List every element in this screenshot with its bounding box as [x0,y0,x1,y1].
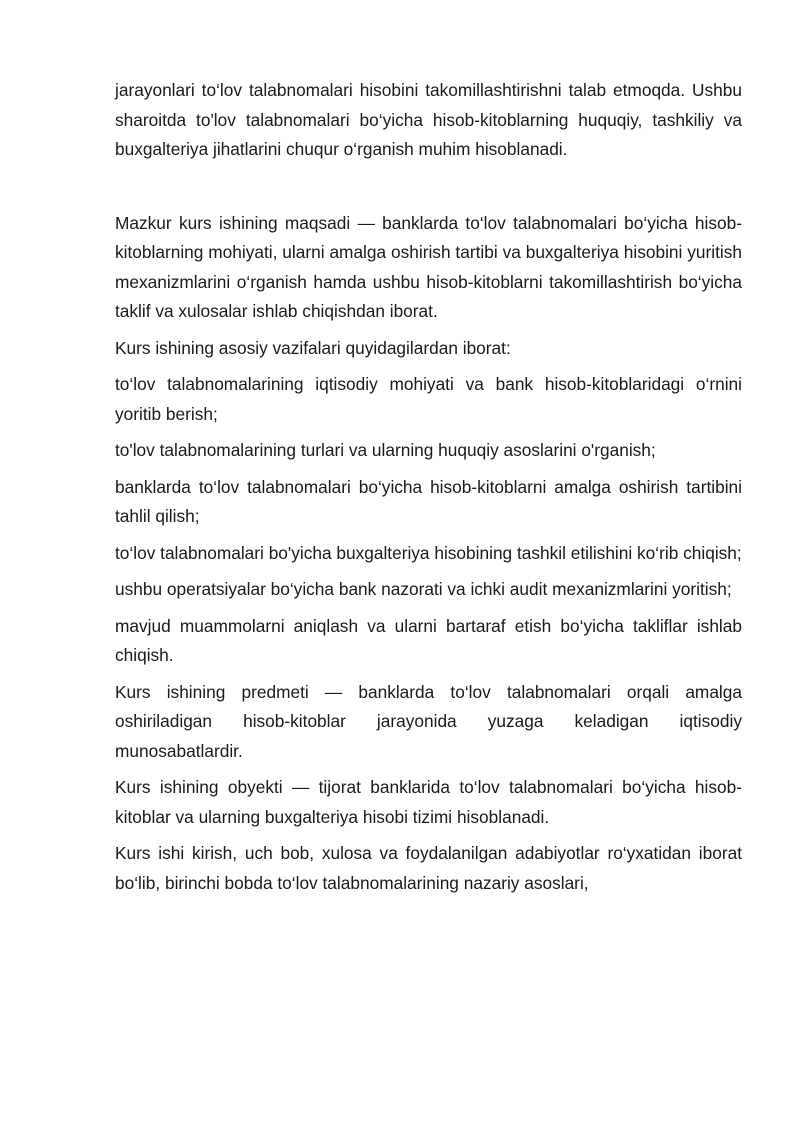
task-item: to‘lov talabnomalari bo'yicha buxgalteriya hisobining tashkil etilishini ko‘rib chiqish; [115,542,742,563]
paragraph-structure: Kurs ishi kirish, uch bob, xulosa va foydalanilgan adabiyotlar ro‘yxatidan iborat bo‘lib, birinchi bobda to‘lov talabnomalarining nazariy asoslari, [115,843,742,893]
paragraph-goal: Mazkur kurs ishining maqsadi — banklarda to‘lov talabnomalari bo‘yicha hisob-kitoblarning mohiyati, ularni amalga oshirish tartibi va buxgalteriya hisobini yuritish mexanizmlarini o‘rganish hamda ushbu hisob-kitoblarni takomillashtirish bo‘yicha taklif va xulosalar ishlab chiqishdan iborat. [115,212,742,321]
paragraph-subject: Kurs ishining predmeti — banklarda to‘lov talabnomalari orqali amalga oshiriladigan hisob-kitoblar jarayonida yuzaga keladigan iqtisodiy munosabatlardir. [115,681,742,761]
paragraph-tasks-heading: Kurs ishining asosiy vazifalari quyidagilardan iborat: [115,337,511,358]
paragraph-intro-continuation: jarayonlari to‘lov talabnomalari hisobini takomillashtirishni talab etmoqda. Ushbu sharoitda to'lov talabnomalari bo‘yicha hisob-kitoblarning huquqiy, tashkiliy va buxgalteriya jihatlarini chuqur o‘rganish muhim hisoblanadi. [115,80,742,159]
task-item: to'lov talabnomalarining turlari va ularning huquqiy asoslarini o'rganish; [115,440,656,460]
task-item: mavjud muammolarni aniqlash va ularni bartaraf etish bo‘yicha takliflar ishlab chiqish. [115,615,742,665]
task-item: ushbu operatsiyalar bo‘yicha bank nazorati va ichki audit mexanizmlarini yoritish; [115,579,732,599]
task-item: to‘lov talabnomalarining iqtisodiy mohiyati va bank hisob-kitoblaridagi o‘rnini yoritib berish; [115,374,742,424]
task-item: banklarda to‘lov talabnomalari bo‘yicha hisob-kitoblarni amalga oshirish tartibini tahlil qilish; [115,476,742,526]
paragraph-object: Kurs ishining obyekti — tijorat banklarida to‘lov talabnomalari bo‘yicha hisob-kitoblar va ularning buxgalteriya hisobi tizimi hisoblanadi. [115,777,742,827]
